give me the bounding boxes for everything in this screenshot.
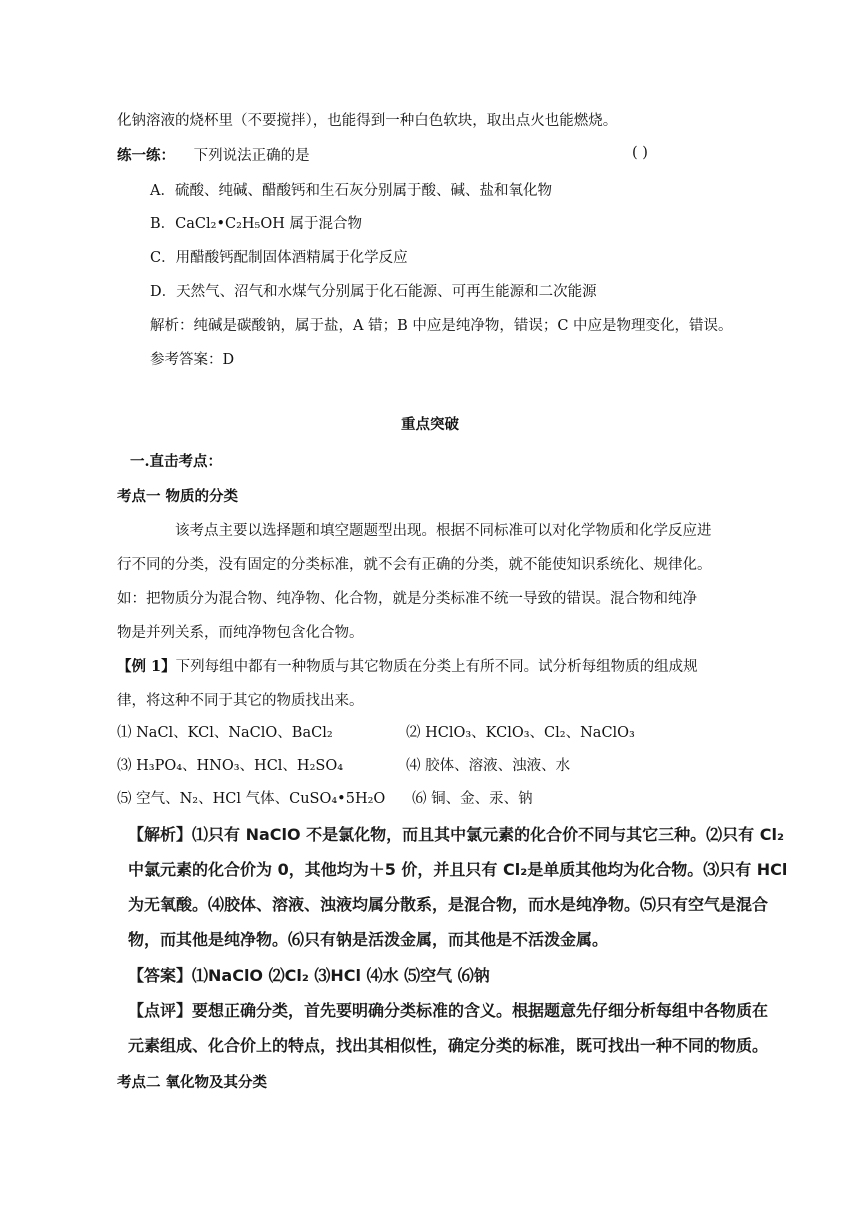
point2-title: 考点二 氧化物及其分类: [117, 1074, 268, 1091]
item-2: ⑵ HClO₃、KClO₃、Cl₂、NaClO₃: [406, 725, 635, 741]
example-tag: 【例 1】: [117, 658, 176, 675]
analysis-text-1: ⑴只有 NaClO 不是氯化物，而且其中氯元素的化合价不同与其它三种。⑵只有 Cl₂: [192, 825, 784, 844]
answer-line: [128, 965, 490, 987]
practice-answer: 参考答案：D: [150, 352, 235, 368]
practice-line: [117, 145, 310, 167]
option-c: C．用醋酸钙配制固体酒精属于化学反应: [150, 250, 408, 266]
comment-tag: 【点评】: [128, 1001, 193, 1020]
item-3: ⑶ H₃PO₄、HNO₃、HCl、H₂SO₄: [117, 758, 344, 774]
point1-para-line-1: 该考点主要以选择题和填空题题型出现。根据不同标准可以对化学物质和化学反应进: [175, 523, 712, 539]
item-6: ⑹ 铜、金、汞、钠: [412, 791, 533, 807]
point1-para-line-4: 物是并列关系，而纯净物包含化合物。: [117, 625, 364, 641]
comment-text-1: 要想正确分类，首先要明确分类标准的含义。根据题意先仔细分析每组中各物质在: [192, 1001, 769, 1020]
example-line-2: 律，将这种不同于其它的物质找出来。: [117, 693, 364, 709]
point1-para-line-3: 如：把物质分为混合物、纯净物、化合物，就是分类标准不统一导致的错误。混合物和纯净: [117, 591, 697, 607]
analysis-line-4: 物，而其他是纯净物。⑹只有钠是活泼金属，而其他是不活泼金属。: [128, 930, 609, 949]
point1-title: 考点一 物质的分类: [117, 488, 239, 505]
section-title: 重点突破: [401, 416, 459, 433]
example-text-1: 下列每组中都有一种物质与其它物质在分类上有所不同。试分析每组物质的组成规: [175, 659, 698, 675]
comment-line-1: [128, 1000, 768, 1022]
item-1: ⑴ NaCl、KCl、NaClO、BaCl₂: [117, 725, 333, 741]
analysis-tag: 【解析】: [128, 825, 193, 844]
practice-analysis: 解析：纯碱是碳酸钠，属于盐，A 错；B 中应是纯净物，错误；C 中应是物理变化，错误。: [150, 318, 733, 334]
point1-para-line-2: 行不同的分类，没有固定的分类标准，就不会有正确的分类，就不能使知识系统化、规律化。: [117, 557, 712, 573]
option-b: B．CaCl₂•C₂H₅OH 属于混合物: [150, 216, 362, 232]
analysis-line-1: [128, 824, 784, 846]
example-line-1: [117, 656, 698, 678]
answer-paren: ( ): [632, 145, 648, 161]
answer-text: ⑴NaClO ⑵Cl₂ ⑶HCl ⑷水 ⑸空气 ⑹钠: [192, 966, 490, 985]
analysis-line-3: 为无氧酸。⑷胶体、溶液、浊液均属分散系，是混合物，而水是纯净物。⑸只有空气是混合: [128, 895, 769, 914]
top-line: 化钠溶液的烧杯里（不要搅拌），也能得到一种白色软块，取出点火也能燃烧。: [117, 113, 618, 129]
comment-line-2: 元素组成、化合价上的特点，找出其相似性，确定分类的标准，既可找出一种不同的物质。: [128, 1036, 769, 1055]
subsection-title: 一.直击考点：: [130, 453, 223, 470]
practice-question: 下列说法正确的是: [193, 148, 310, 164]
answer-tag: 【答案】: [128, 966, 193, 985]
item-4: ⑷ 胶体、溶液、浊液、水: [406, 758, 571, 774]
practice-label: 练一练：: [117, 147, 175, 164]
option-d: D．天然气、沼气和水煤气分别属于化石能源、可再生能源和二次能源: [150, 284, 597, 300]
analysis-line-2: 中氯元素的化合价为 0，其他均为＋5 价，并且只有 Cl₂是单质其他均为化合物。⑶只有 HCl: [128, 860, 788, 879]
item-5: ⑸ 空气、N₂、HCl 气体、CuSO₄•5H₂O: [117, 791, 386, 807]
option-a: A．硫酸、纯碱、醋酸钙和生石灰分别属于酸、碱、盐和氧化物: [150, 183, 552, 199]
